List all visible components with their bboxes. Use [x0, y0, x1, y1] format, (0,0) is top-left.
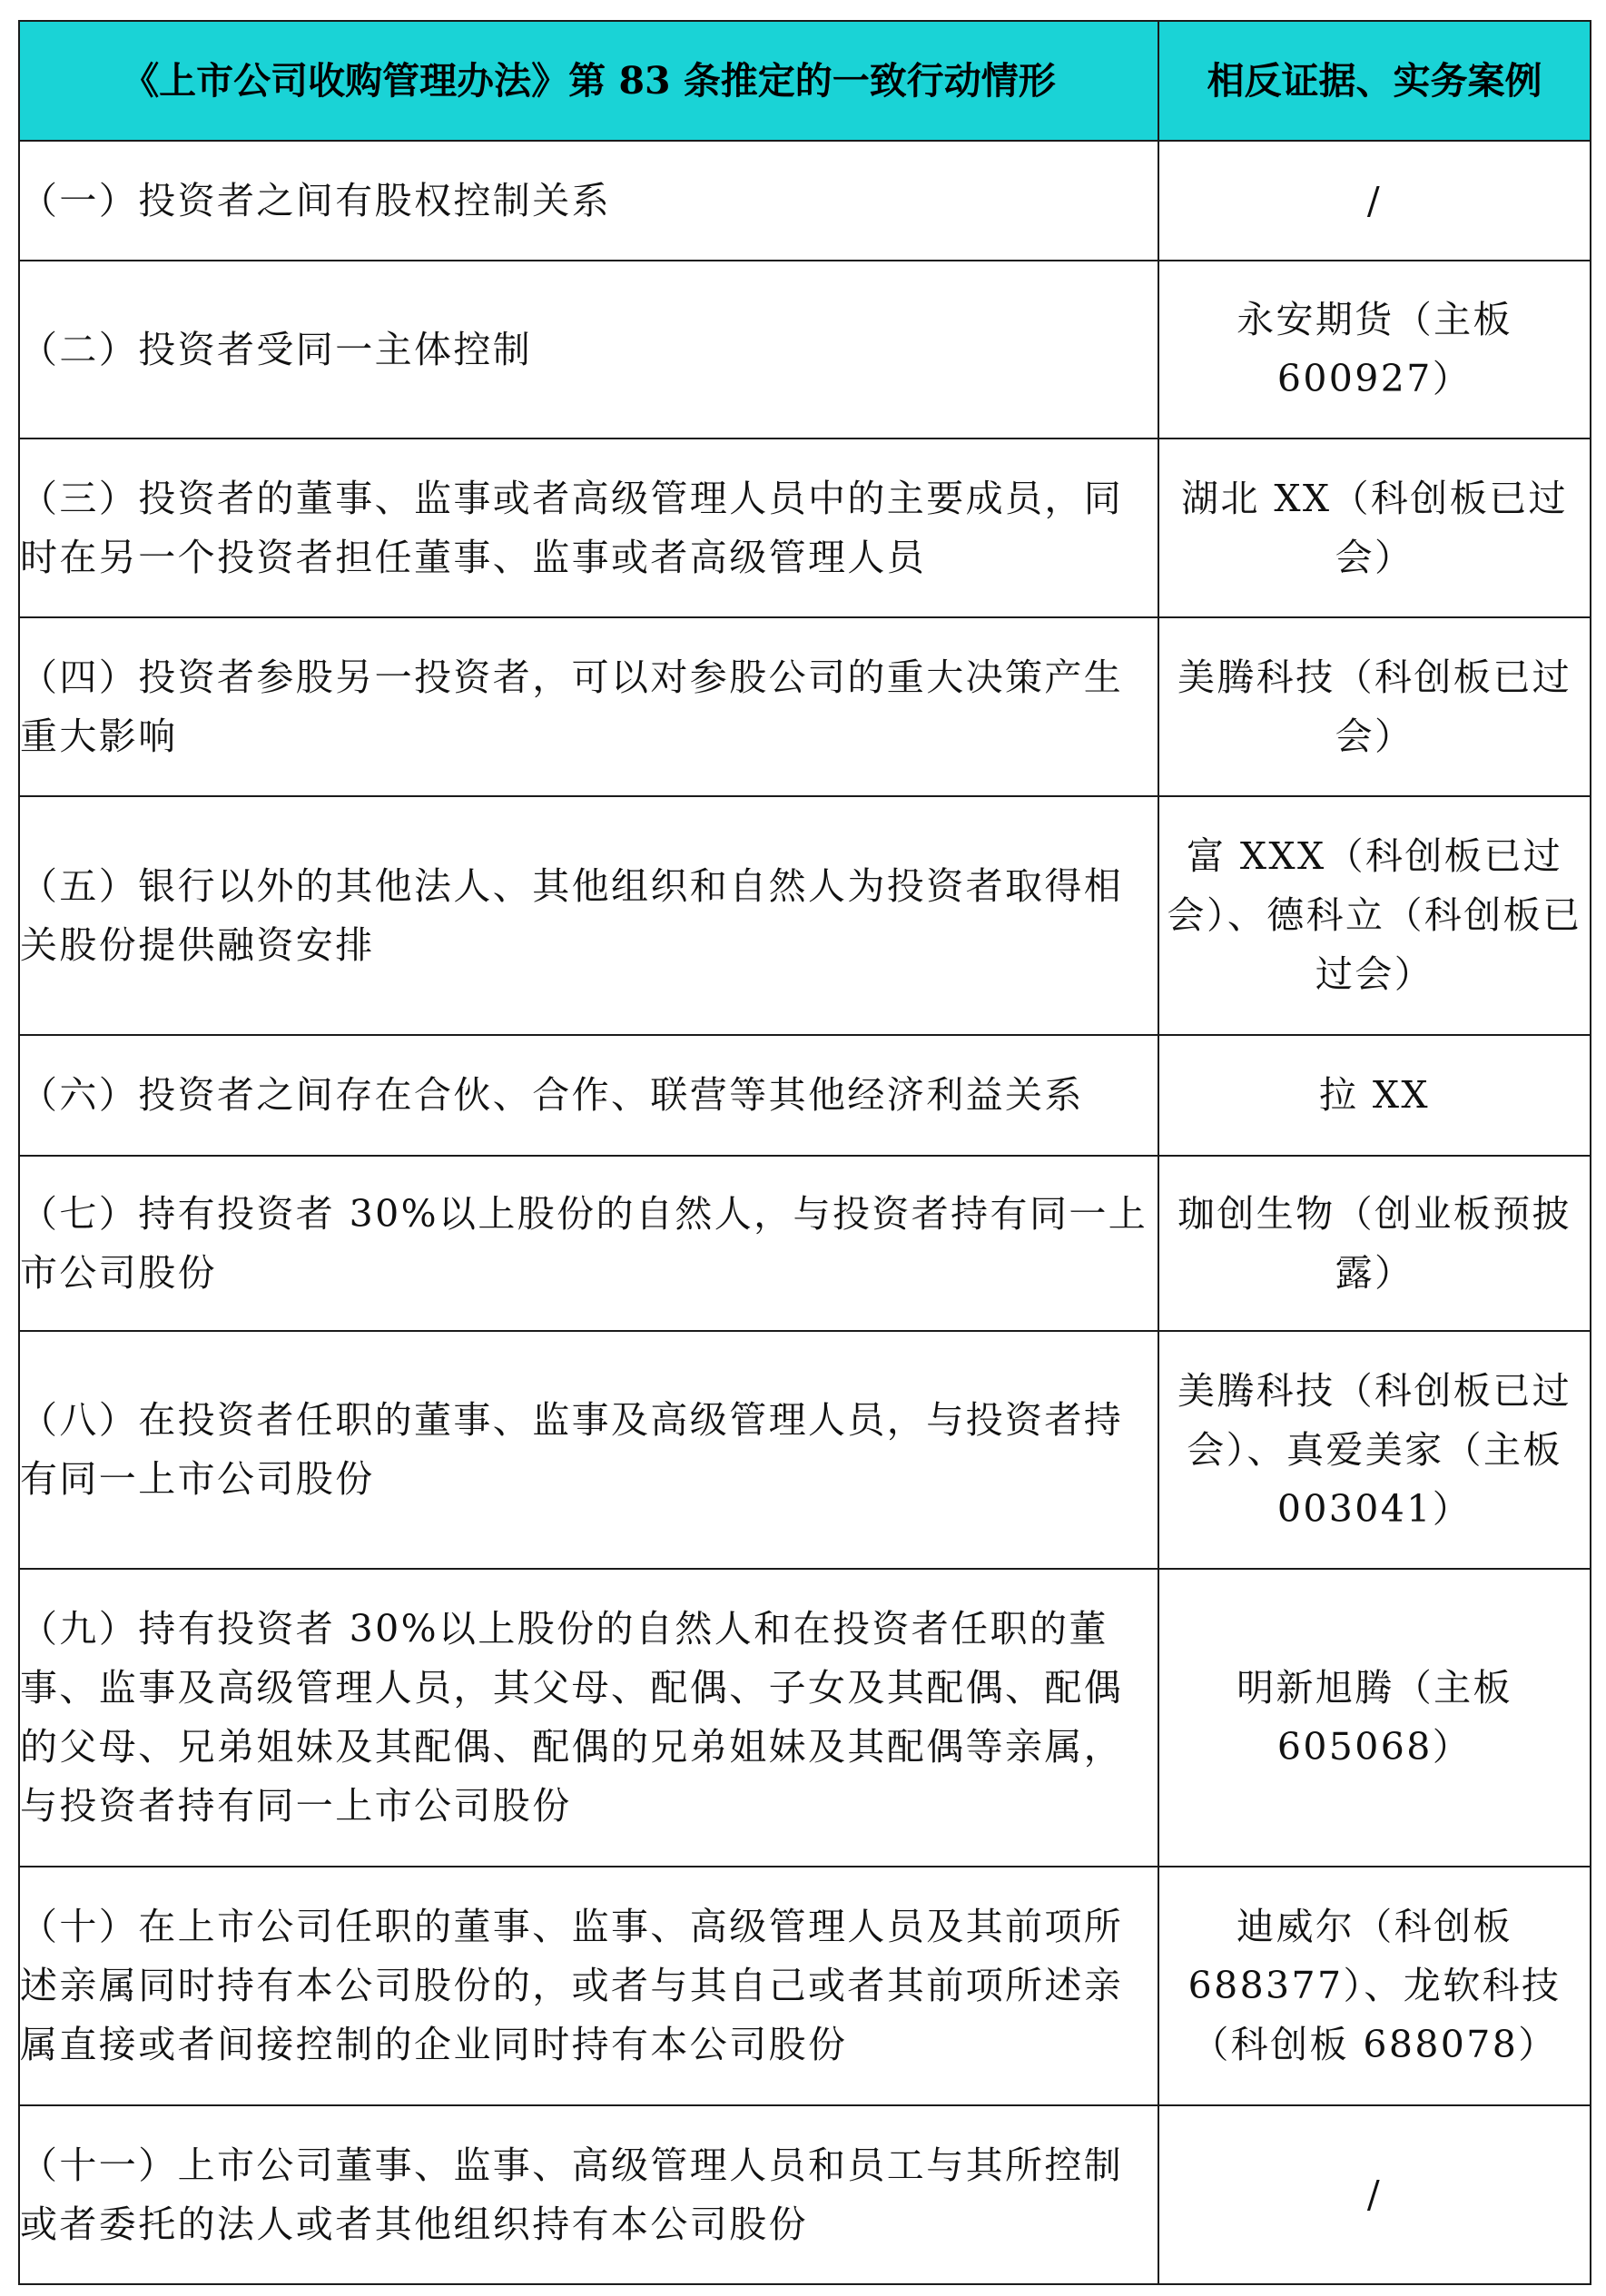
table-row: [19, 796, 1591, 1035]
situation-cell: （五）银行以外的其他法人、其他组织和自然人为投资者取得相关股份提供融资安排: [19, 796, 1158, 1035]
table-row: [19, 141, 1591, 261]
situation-cell: （十一）上市公司董事、监事、高级管理人员和员工与其所控制或者委托的法人或者其他组织持有本公司股份: [19, 2105, 1158, 2284]
table-row: [19, 1156, 1591, 1331]
case-cell: 永安期货（主板 600927）: [1158, 261, 1591, 439]
situation-cell: （三）投资者的董事、监事或者高级管理人员中的主要成员，同时在另一个投资者担任董事、监事或者高级管理人员: [19, 439, 1158, 617]
table-row: [19, 1867, 1591, 2105]
case-cell: 迪威尔（科创板 688377）、龙软科技（科创板 688078）: [1158, 1867, 1591, 2105]
table-header: [19, 21, 1591, 141]
case-cell: 富 XXX（科创板已过会）、德科立（科创板已过会）: [1158, 796, 1591, 1035]
situation-cell: （九）持有投资者 30%以上股份的自然人和在投资者任职的董事、监事及高级管理人员，其父母、配偶、子女及其配偶、配偶的父母、兄弟姐妹及其配偶、配偶的兄弟姐妹及其配偶等亲属，与投资者持有同一上市公司股份: [19, 1569, 1158, 1867]
table-row: [19, 617, 1591, 796]
case-cell: /: [1158, 141, 1591, 261]
header-cases: 相反证据、实务案例: [1158, 21, 1591, 141]
table-row: [19, 439, 1591, 617]
case-cell: 湖北 XX（科创板已过会）: [1158, 439, 1591, 617]
case-cell: /: [1158, 2105, 1591, 2284]
situation-cell: （六）投资者之间存在合伙、合作、联营等其他经济利益关系: [19, 1035, 1158, 1156]
situation-cell: （十）在上市公司任职的董事、监事、高级管理人员及其前项所述亲属同时持有本公司股份的，或者与其自己或者其前项所述亲属直接或者间接控制的企业同时持有本公司股份: [19, 1867, 1158, 2105]
table-row: [19, 1035, 1591, 1156]
situation-cell: （一）投资者之间有股权控制关系: [19, 141, 1158, 261]
table-row: [19, 1331, 1591, 1569]
situation-cell: （八）在投资者任职的董事、监事及高级管理人员，与投资者持有同一上市公司股份: [19, 1331, 1158, 1569]
situation-cell: （四）投资者参股另一投资者，可以对参股公司的重大决策产生重大影响: [19, 617, 1158, 796]
header-situation: 《上市公司收购管理办法》第 83 条推定的一致行动情形: [19, 21, 1158, 141]
situation-cell: （二）投资者受同一主体控制: [19, 261, 1158, 439]
header-row: [19, 21, 1591, 141]
case-cell: 明新旭腾（主板 605068）: [1158, 1569, 1591, 1867]
case-cell: 珈创生物（创业板预披露）: [1158, 1156, 1591, 1331]
situation-cell: （七）持有投资者 30%以上股份的自然人，与投资者持有同一上市公司股份: [19, 1156, 1158, 1331]
table-row: [19, 261, 1591, 439]
case-cell: 美腾科技（科创板已过会）: [1158, 617, 1591, 796]
table-row: [19, 2105, 1591, 2284]
table-row: [19, 1569, 1591, 1867]
case-cell: 美腾科技（科创板已过会）、真爱美家（主板 003041）: [1158, 1331, 1591, 1569]
case-cell: 拉 XX: [1158, 1035, 1591, 1156]
concert-action-table: [18, 20, 1591, 2285]
